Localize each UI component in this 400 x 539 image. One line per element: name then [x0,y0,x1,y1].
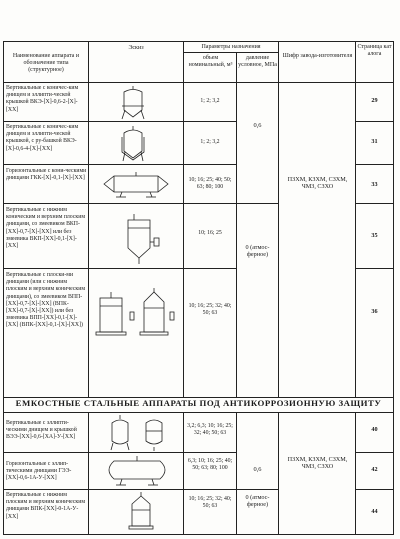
row-3-page: 33 [371,181,378,188]
row-7-page: 42 [371,466,378,473]
sketch-horizontal-ellipse-vessel-icon [100,456,174,486]
row-3-name: Горизонтальные с кони-ческими днищами ГКК-[X]-0,1-[X]-[XX] [6,168,87,182]
sketch-vertical-ellipse-vessel-icon [104,415,174,451]
row-6-volume: 3,2; 6,3; 10; 16; 25; 32; 40; 50; 63 [187,423,233,437]
sketch-vertical-conical-ellipse-vessel-icon [118,86,148,120]
pressure-atmospheric-group-1: 0 (атмос-ферное) [245,244,270,259]
maker-group-2: ПЗХМ, КЗХМ, СЗХМ, ЧМЗ, СЗХО [287,456,348,471]
header-volume-column: объем номинальный, м³ [188,55,233,68]
row-2-name: Вертикальные с коничес-ким днищем и эллипти-ческой крышкой, с ру-башкой ВКЭ-[X]-0,6-4-[X]-[XX] [6,124,79,152]
pressure-atmospheric-group-2: 0 (атмос-ферное) [245,494,270,509]
pressure-0-6-group-1: 0,6 [253,122,262,129]
row-6-name: Вертикальные с эллипти-ческими днищем и крышкой ВЭЭ-[XX]-0,6-[XA]-У-[XX] [6,420,77,441]
row-5-volume: 10; 16; 25; 32; 40; 50; 63 [188,303,232,317]
row-2-page: 31 [371,138,378,145]
row-8-volume: 10; 16; 25; 32; 40; 50; 63 [188,496,232,510]
header-pressure-column: давление условное, МПа [238,55,277,68]
row-4-page: 35 [371,232,378,239]
header-name-column: Наименование аппарата и обозначение типа (структурное) [12,53,80,73]
section-2-title: ЕМКОСТНЫЕ СТАЛЬНЫЕ АППАРАТЫ ПОД АНТИКОРРОЗИОННУЮ ЗАЩИТУ [15,398,382,408]
row-1-name: Вертикальные с коничес-ким днищем и эллипти-ческой крышкой ВКЭ-[X]-0,6-2-[X]-[XX] [6,85,79,113]
header-params-column: Параметры назначения [201,44,261,50]
row-4-name: Вертикальные с нижним коническим и верхним плоским днищами, со змеевиком ВКП-[XX]-0,7-[X]-[XX] или без змеевика ВКП-[XX]-0,1-[X]-[XX] [6,207,86,250]
sketch-flat-conical-vessel-icon [126,492,162,532]
row-7-volume: 6,3; 10; 16; 25; 40; 50; 63; 80; 100 [187,458,233,472]
sketch-horizontal-conical-vessel-icon [100,172,172,198]
sketch-vertical-flat-top-vessel-icon [124,210,164,266]
row-3-volume: 10; 16; 25; 40; 50; 63; 80; 100 [188,177,232,191]
row-5-name: Вертикальные с плоски-ми днищами (или с нижним плоским и верхним коническим днищами), со змеевиком ВПП-[XX]-0,7-[X]-[XX] (ВПК-[XX]-0,7-[X]-[XX]) или без змеевика ВПП-[XX]-0,1-[X]-[XX] (ВПК-[XX]-0,1-[X]-[XX]) [6,272,86,329]
row-6-page: 40 [371,426,378,433]
header-page-column: Страница каталога [357,44,392,57]
sketch-jacketed-vessel-icon [118,126,148,162]
row-8-page: 44 [371,508,378,515]
row-1-page: 29 [371,97,378,104]
pressure-0-6-group-2: 0,6 [253,466,262,473]
row-8-name: Вертикальные с нижним плоским и верхним коническим днищами ВПК-[XX]-0-1А-У-[XX] [6,492,86,520]
maker-group-1: ПЗХМ, КЗХМ, СЗХМ, ЧМЗ, СЗХО [287,176,348,191]
row-1-volume: 1; 2; 3,2 [200,98,220,104]
row-5-page: 36 [371,308,378,315]
header-sketch-column: Эскиз [128,45,144,51]
sketch-flat-bottom-vessels-icon [94,288,178,348]
header-maker-column: Шифр завода-изготовителя [282,53,353,59]
row-4-volume: 10; 16; 25 [198,230,222,236]
row-7-name: Горизонтальные с эллип-тическими днищами ГЭЭ-[XX]-0,6-1А-У-[XX] [6,461,72,482]
row-2-volume: 1; 2; 3,2 [200,139,220,145]
